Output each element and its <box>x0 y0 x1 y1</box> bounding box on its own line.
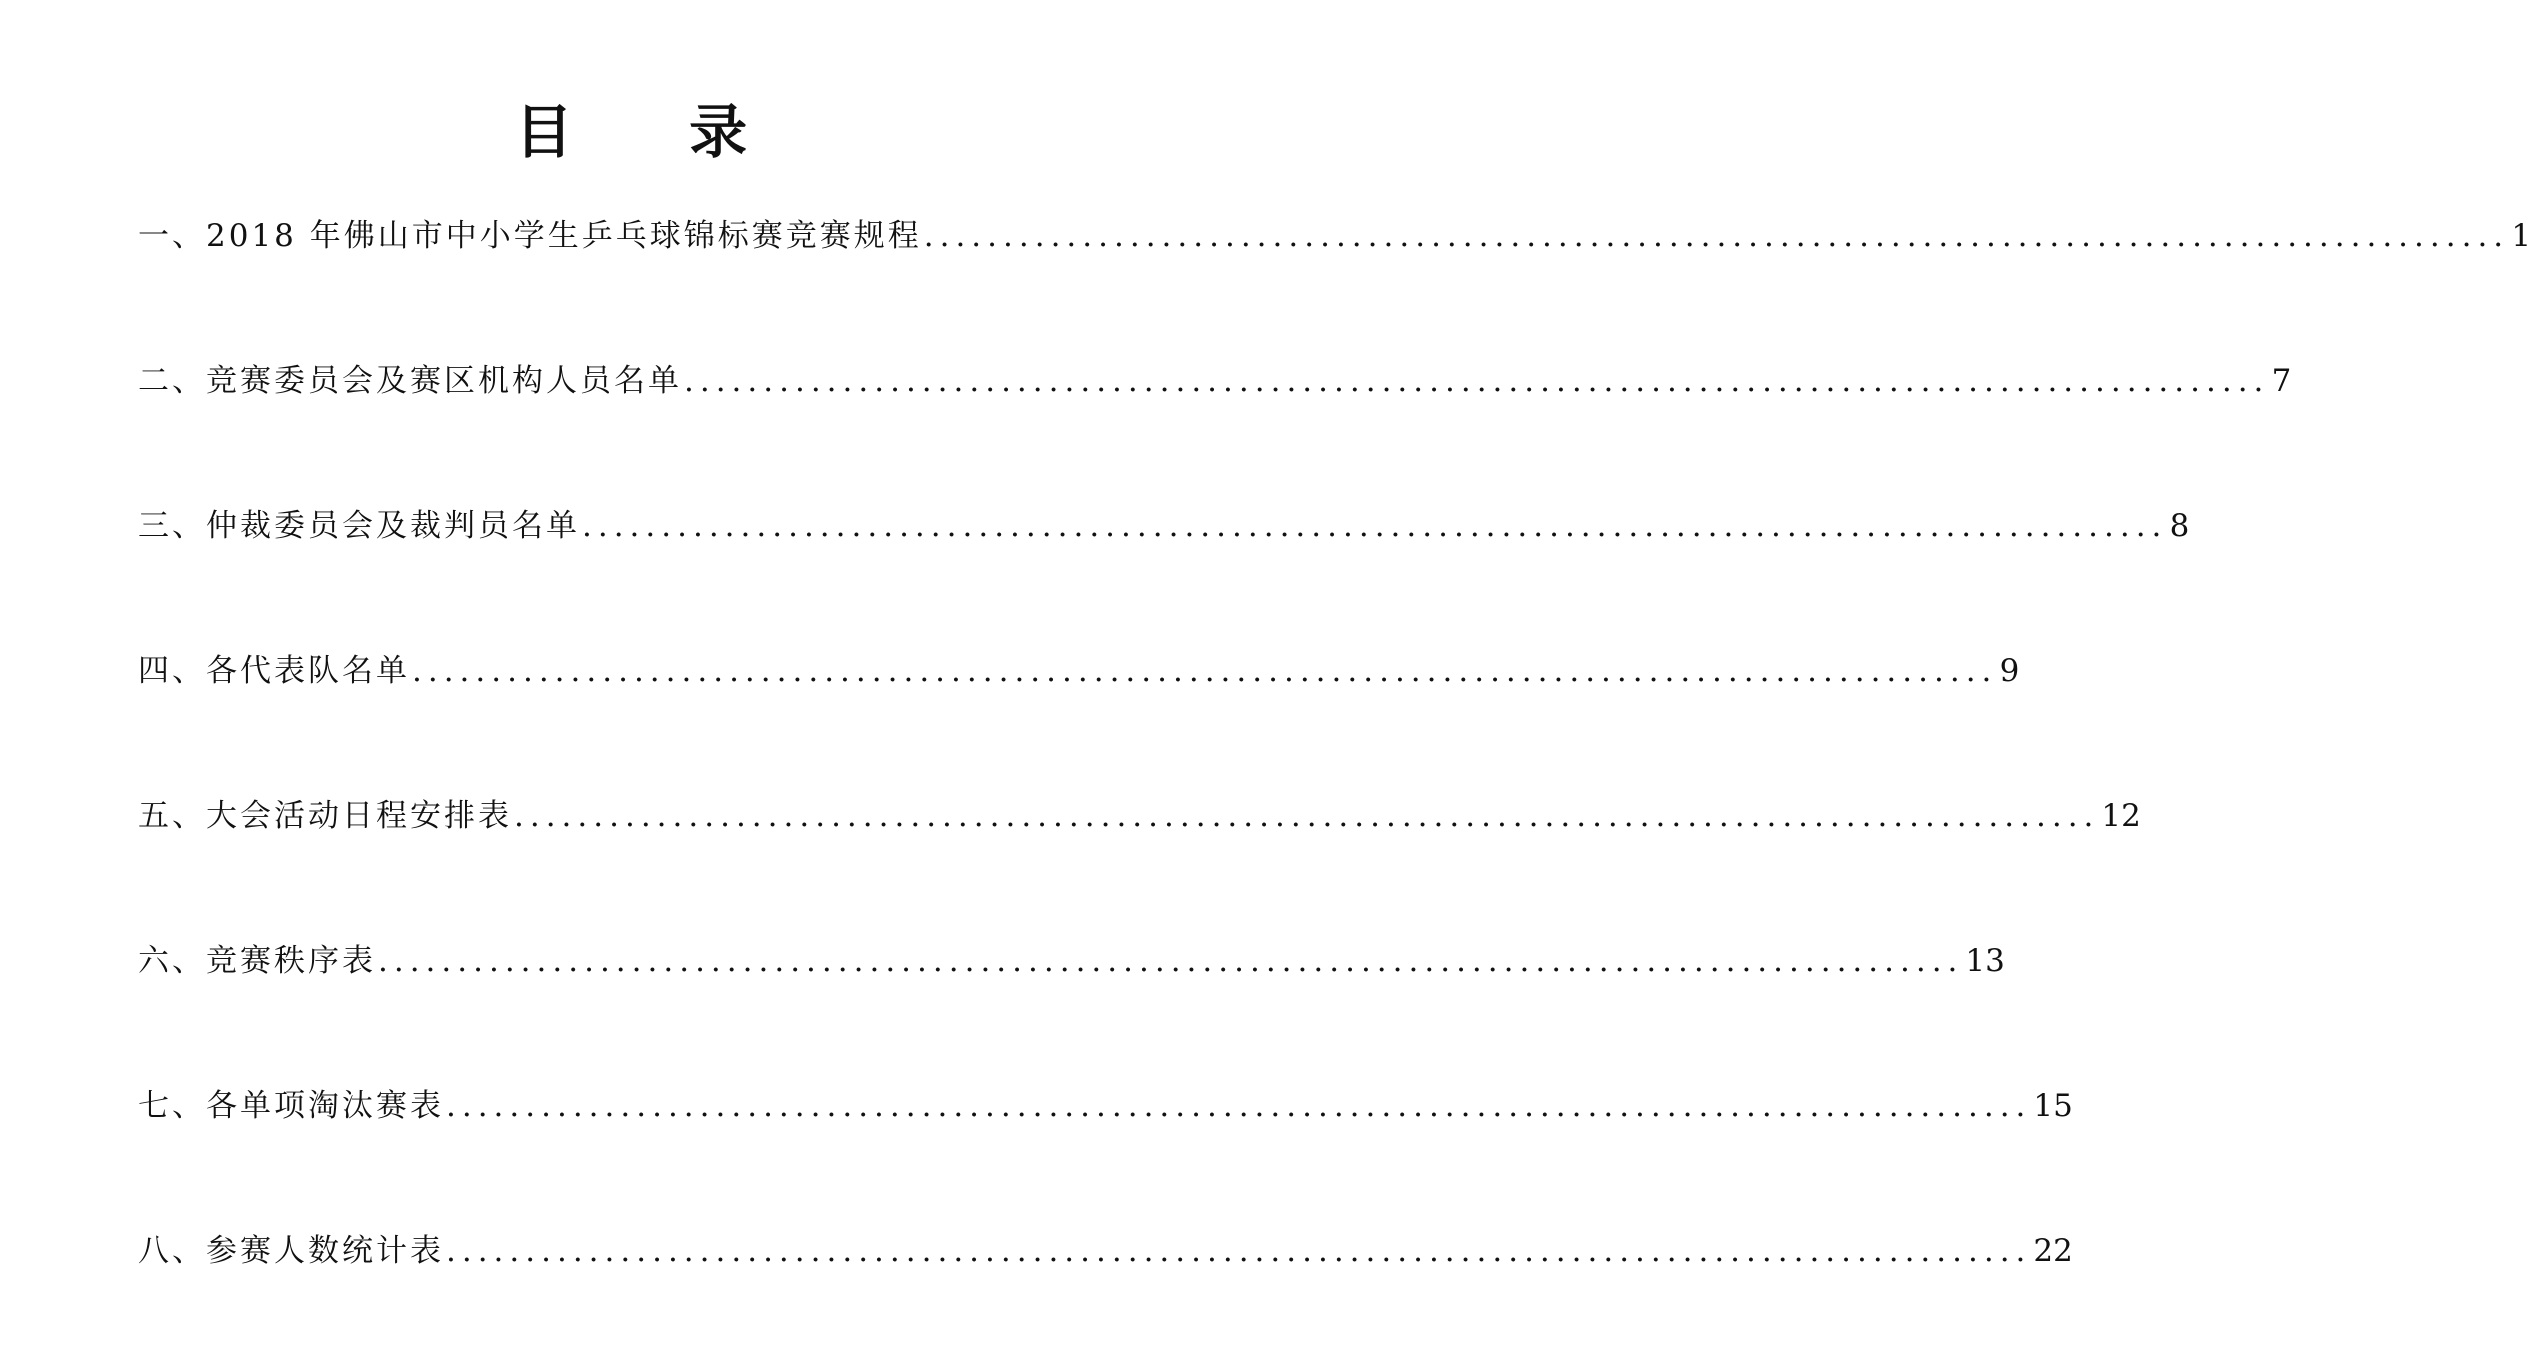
toc-leader-dots: .................................................................................................... <box>412 653 1998 689</box>
toc-leader-dots: .................................................................................................... <box>446 1233 2032 1269</box>
toc-entry-7[interactable] <box>138 1070 2073 1215</box>
toc-leader-dots: .................................................................................................... <box>514 798 2100 834</box>
toc-page-number: 13 <box>1965 943 2005 979</box>
table-of-contents <box>138 200 2531 1360</box>
toc-leader-dots: .................................................................................................... <box>378 943 1964 979</box>
toc-leader-dots: .................................................................................................... <box>446 1088 2032 1124</box>
toc-page-number: 22 <box>2033 1233 2073 1269</box>
toc-page-number: 1 <box>2511 218 2531 254</box>
toc-page-number: 12 <box>2101 798 2141 834</box>
toc-entry-label: 三、仲裁委员会及裁判员名单 <box>138 508 580 544</box>
toc-entry-label: 五、大会活动日程安排表 <box>138 798 512 834</box>
page-title: 目 录 <box>514 98 796 166</box>
toc-leader-dots: .................................................................................................... <box>923 218 2510 254</box>
toc-entry-label: 八、参赛人数统计表 <box>138 1233 444 1269</box>
toc-page-number: 9 <box>1999 653 2020 689</box>
toc-page-number: 8 <box>2169 508 2190 544</box>
toc-leader-dots: .................................................................................................... <box>582 508 2168 544</box>
toc-page-number: 7 <box>2271 363 2292 399</box>
toc-entry-label: 六、竞赛秩序表 <box>138 943 376 979</box>
toc-entry-1[interactable] <box>138 200 2531 345</box>
toc-entry-5[interactable] <box>138 780 2141 925</box>
toc-entry-2[interactable] <box>138 345 2292 490</box>
toc-entry-4[interactable] <box>138 635 2020 780</box>
toc-page-number: 15 <box>2033 1088 2073 1124</box>
toc-entry-label: 四、各代表队名单 <box>138 653 410 689</box>
toc-entry-6[interactable] <box>138 925 2005 1070</box>
toc-entry-8[interactable] <box>138 1215 2073 1360</box>
toc-entry-3[interactable] <box>138 490 2190 635</box>
toc-entry-label: 七、各单项淘汰赛表 <box>138 1088 444 1124</box>
toc-leader-dots: .................................................................................................... <box>684 363 2270 399</box>
toc-entry-label: 一、2018 年佛山市中小学生乒乓球锦标赛竞赛规程 <box>138 218 922 254</box>
toc-entry-label: 二、竞赛委员会及赛区机构人员名单 <box>138 363 682 399</box>
